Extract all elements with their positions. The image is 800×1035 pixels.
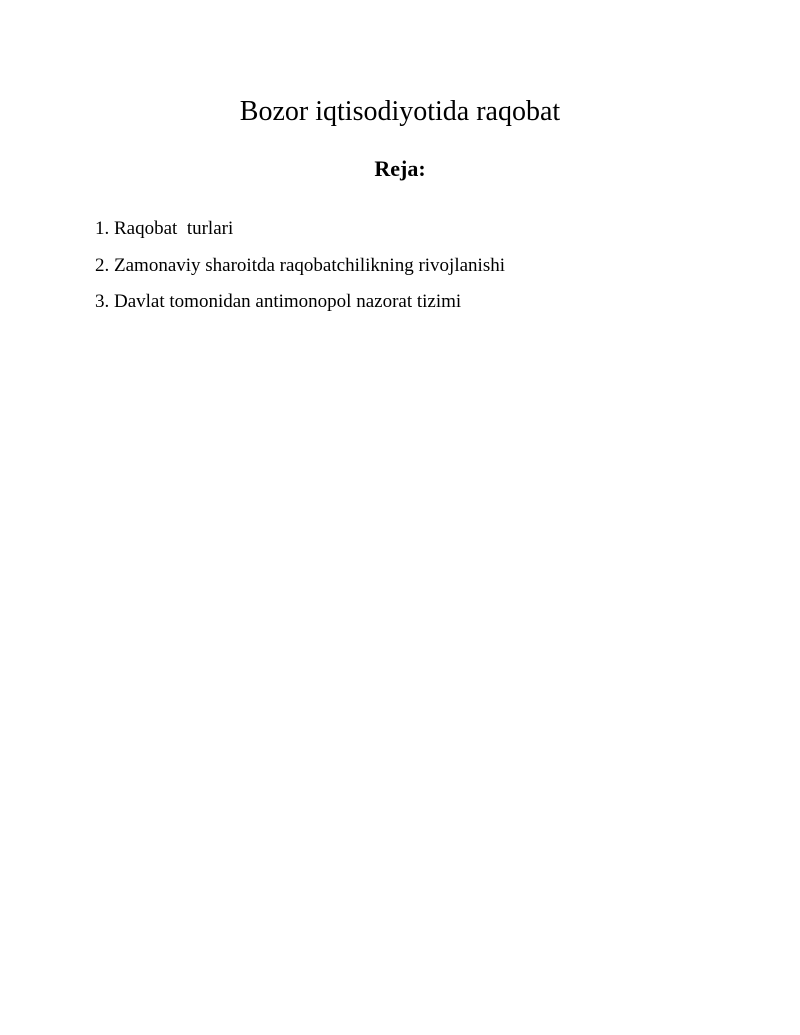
- document-title: Bozor iqtisodiyotida raqobat: [239, 96, 561, 127]
- plan-list: [95, 216, 505, 326]
- plan-item-3: 3. Davlat tomonidan antimonopol nazorat tizimi: [95, 291, 462, 312]
- plan-heading: Reja:: [374, 156, 426, 181]
- plan-item-2: 2. Zamonaviy sharoitda raqobatchilikning rivojlanishi: [95, 254, 505, 276]
- plan-item-1: 1. Raqobat turlari: [95, 218, 234, 239]
